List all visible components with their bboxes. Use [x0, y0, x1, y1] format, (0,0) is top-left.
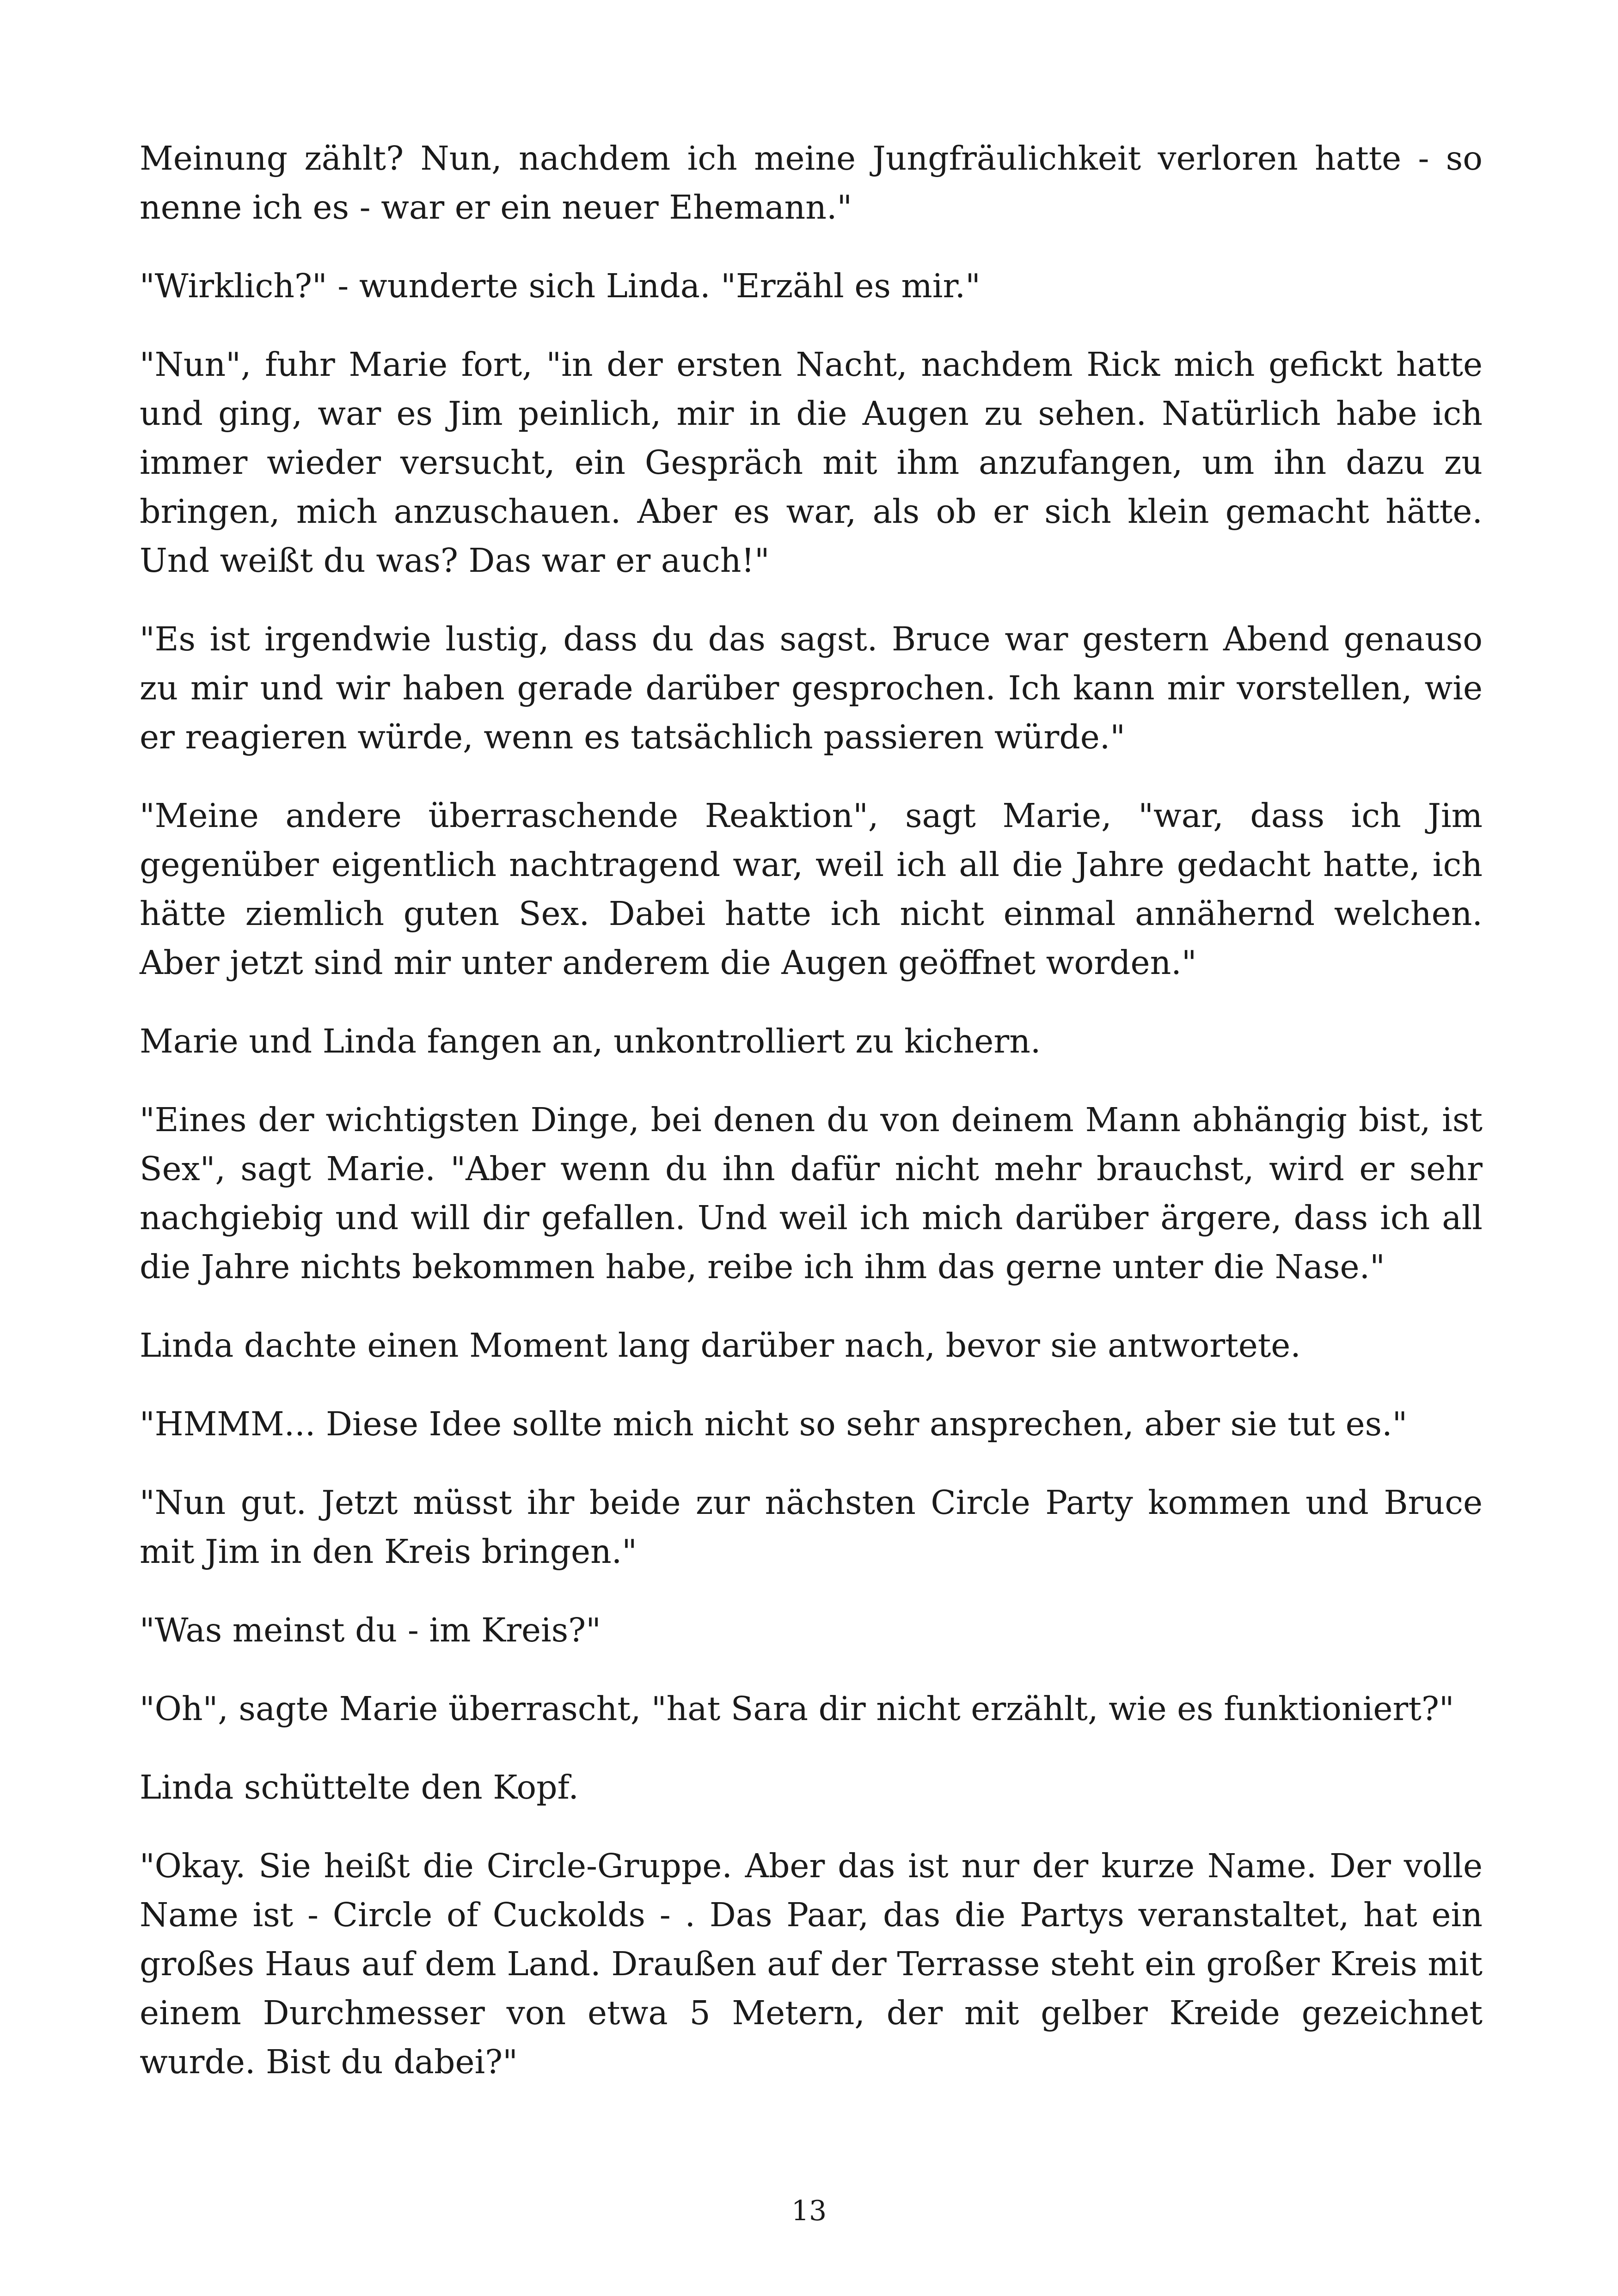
paragraph: "Meine andere überraschende Reaktion", sagt Marie, "war, dass ich Jim gegenüber eigentlich nachtragend war, weil ich all die Jahre gedacht hatte, ich hätte ziemlich guten Sex. Dabei hatte ich nicht einmal annähernd welchen. Aber jetzt sind mir unter anderem die Augen geöffnet worden." [140, 796, 1483, 982]
paragraph: Meinung zählt? Nun, nachdem ich meine Jungfräulichkeit verloren hatte - so nenne ich es - war er ein neuer Ehemann." [140, 139, 1483, 227]
paragraph: Marie und Linda fangen an, unkontrolliert zu kichern. [140, 1022, 1041, 1060]
paragraph: "Nun gut. Jetzt müsst ihr beide zur nächsten Circle Party kommen und Bruce mit Jim in den Kreis bringen." [140, 1483, 1483, 1571]
paragraph: "Wirklich?" - wunderte sich Linda. "Erzähl es mir." [140, 267, 981, 305]
paragraph: "Okay. Sie heißt die Circle-Gruppe. Aber das ist nur der kurze Name. Der volle Name ist - Circle of Cuckolds - . Das Paar, das die Partys veranstaltet, hat ein großes Haus auf dem Land. Draußen auf der Terrasse steht ein großer Kreis mit einem Durchmesser von etwa 5 Metern, der mit gelber Kreide gezeichnet wurde. Bist du dabei?" [140, 1847, 1483, 2081]
paragraph: "Was meinst du - im Kreis?" [140, 1611, 601, 1649]
body-text [140, 134, 1483, 2116]
paragraph: "Nun", fuhr Marie fort, "in der ersten Nacht, nachdem Rick mich gefickt hatte und ging, war es Jim peinlich, mir in die Augen zu sehen. Natürlich habe ich immer wieder versucht, ein Gespräch mit ihm anzufangen, um ihn dazu zu bringen, mich anzuschauen. Aber es war, als ob er sich klein gemacht hätte. Und weißt du was? Das war er auch!" [140, 345, 1483, 580]
paragraph: "Es ist irgendwie lustig, dass du das sagst. Bruce war gestern Abend genauso zu mir und wir haben gerade darüber gesprochen. Ich kann mir vorstellen, wie er reagieren würde, wenn es tatsächlich passieren würde." [140, 620, 1483, 756]
page-number: 13 [791, 2195, 827, 2227]
paragraph: "HMMM... Diese Idee sollte mich nicht so sehr ansprechen, aber sie tut es." [140, 1405, 1408, 1443]
paragraph: "Oh", sagte Marie überrascht, "hat Sara dir nicht erzählt, wie es funktioniert?" [140, 1690, 1454, 1728]
paragraph: Linda dachte einen Moment lang darüber nach, bevor sie antwortete. [140, 1326, 1301, 1365]
paragraph: Linda schüttelte den Kopf. [140, 1768, 579, 1806]
paragraph: "Eines der wichtigsten Dinge, bei denen du von deinem Mann abhängig bist, ist Sex", sagt Marie. "Aber wenn du ihn dafür nicht mehr brauchst, wird er sehr nachgiebig und will dir gefallen. Und weil ich mich darüber ärgere, dass ich all die Jahre nichts bekommen habe, reibe ich ihm das gerne unter die Nase." [140, 1101, 1483, 1286]
